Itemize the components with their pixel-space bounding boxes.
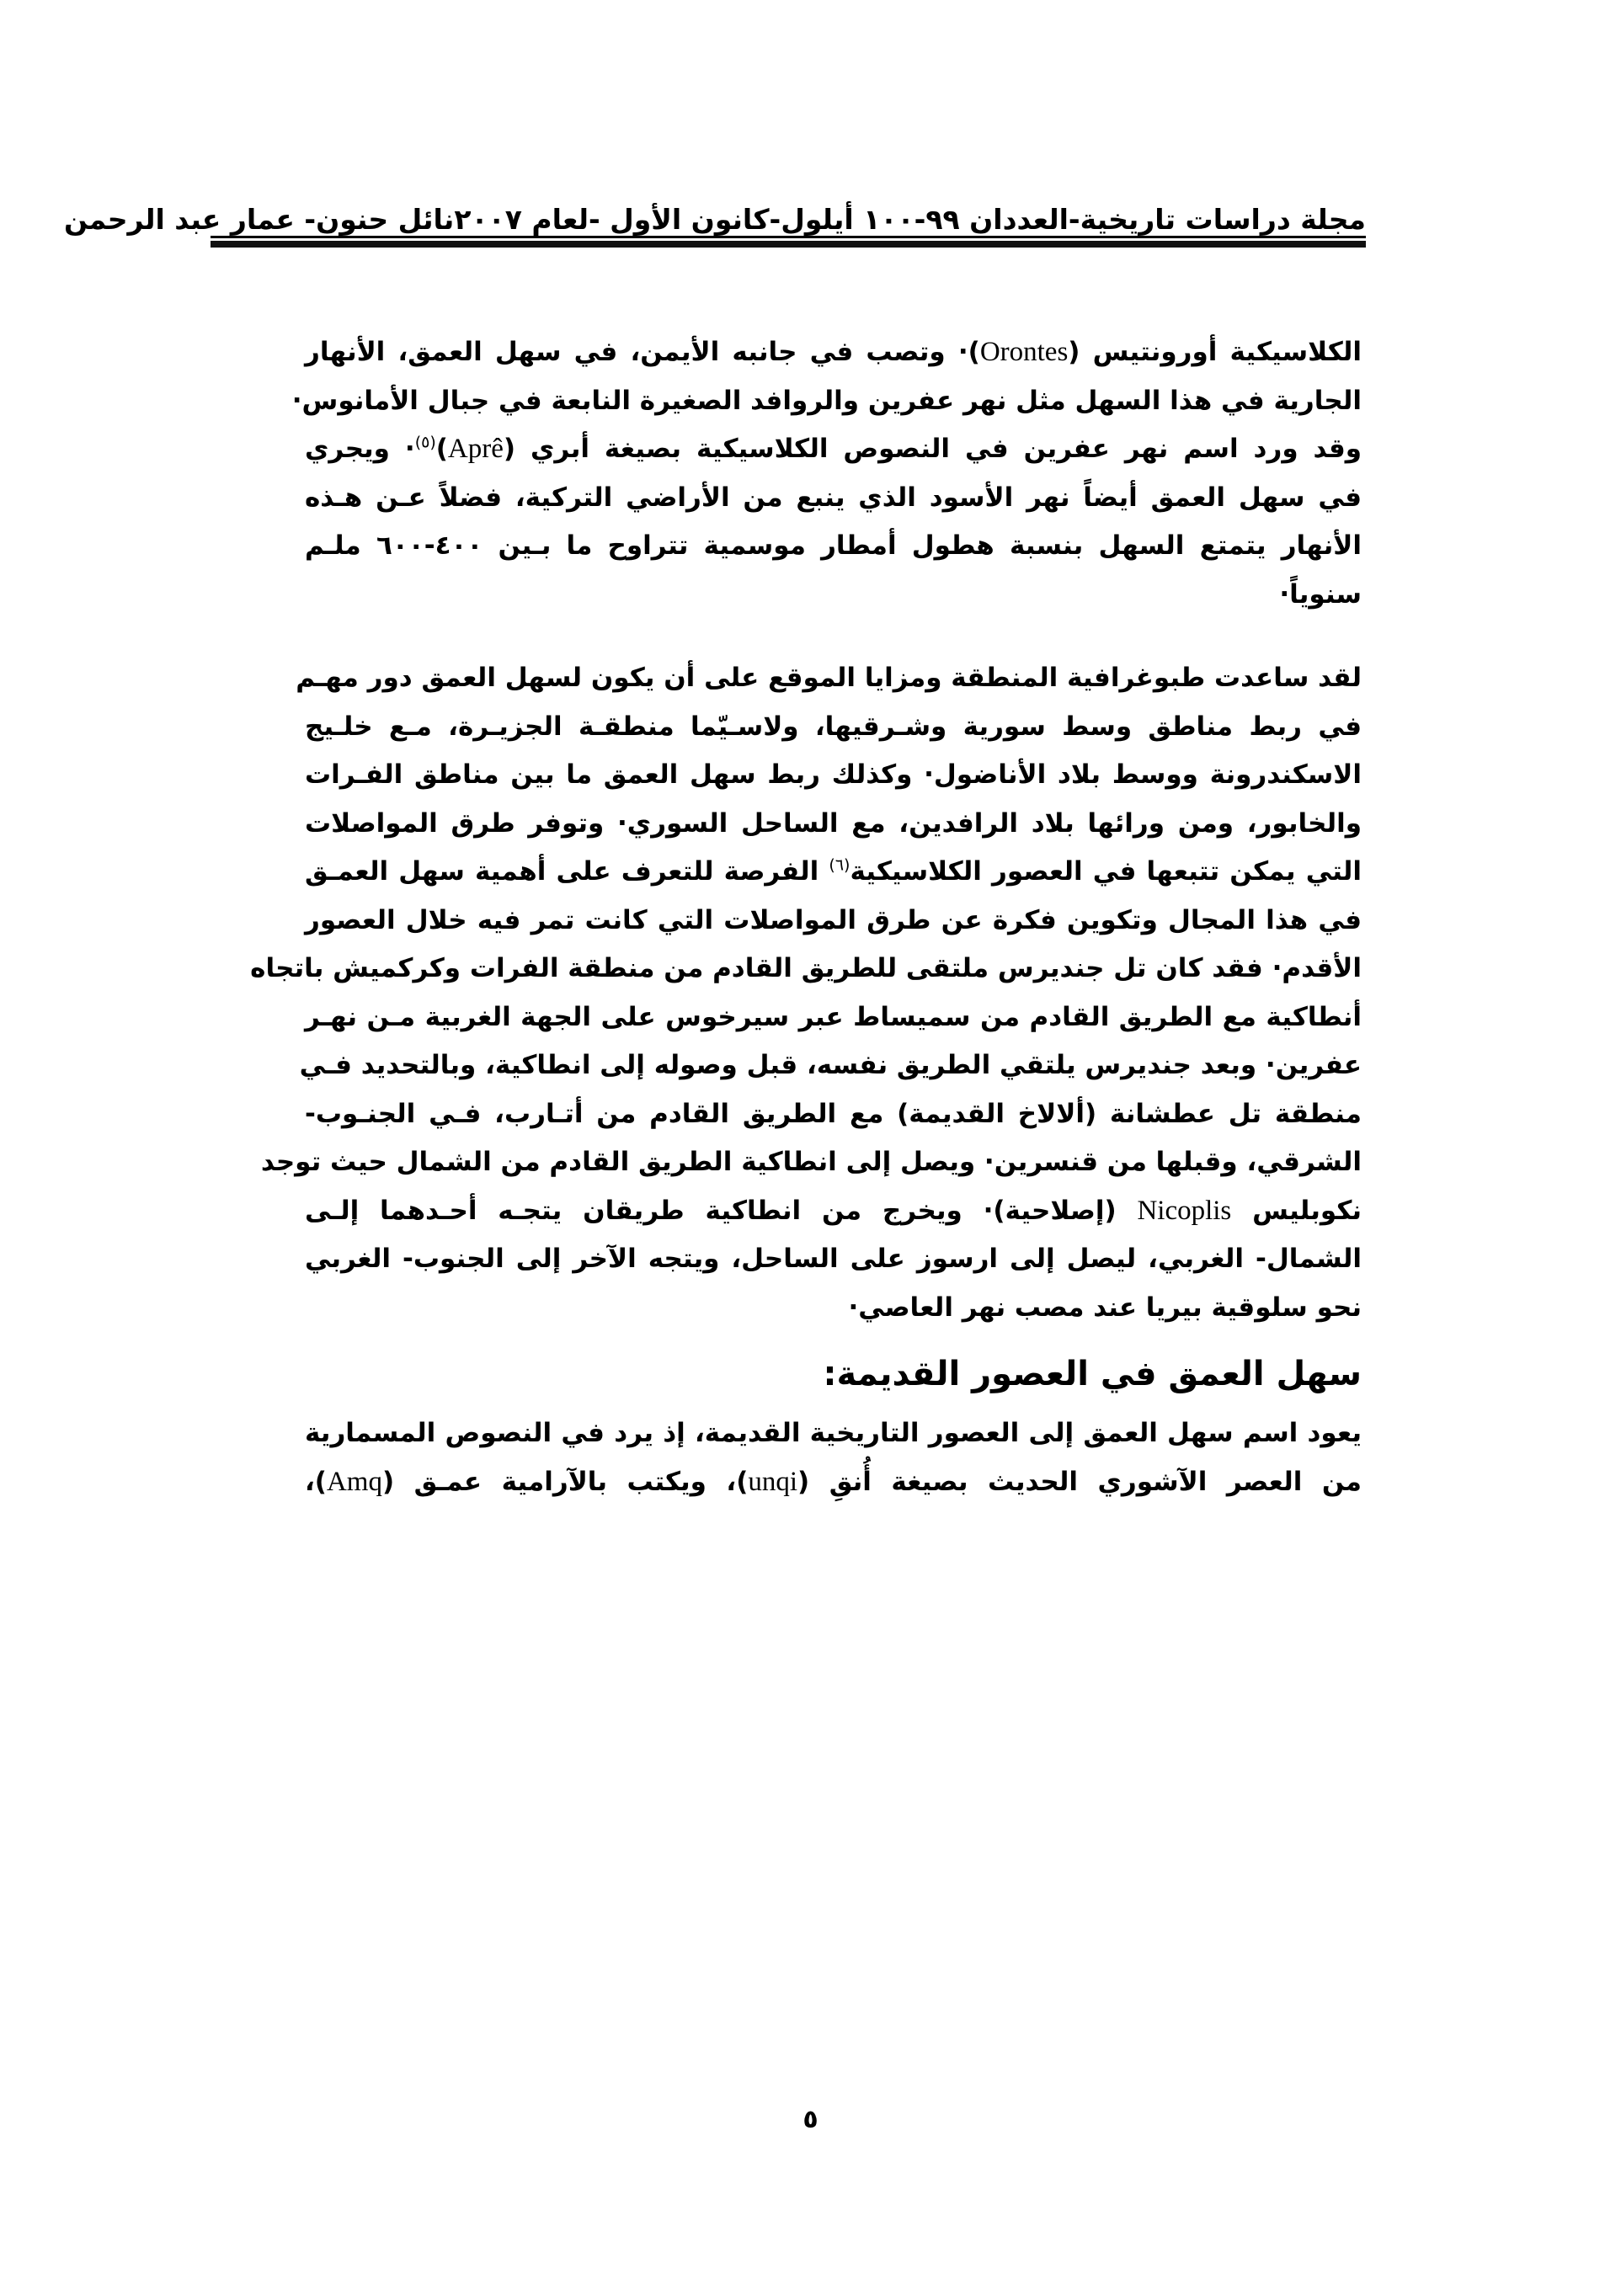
latin-term: unqi	[748, 1466, 798, 1497]
text-line: والخابور، ومن ورائها بلاد الرافدين، مع الساحل السوري· وتوفر طرق المواصلات	[305, 807, 1362, 839]
text-line: الشرقي، وقبلها من قنسرين· ويصل إلى انطاكية الطريق القادم من الشمال حيث توجد	[260, 1147, 1362, 1177]
text-line: لقد ساعدت طبوغرافية المنطقة ومزايا الموقع على أن يكون لسهل العمق دور مهـم	[296, 663, 1362, 693]
text-line: في ربط مناطق وسط سورية وشـرقيها، ولاسـيّما منطقـة الجزيـرة، مـع خلـيج	[305, 711, 1362, 742]
text-line: الاسكندرونة ووسط بلاد الأناضول· وكذلك ربط سهل العمق ما بين مناطق الفـرات	[305, 759, 1362, 790]
text-line: الأنهار يتمتع السهل بنسبة هطول أمطار موسمية تتراوح ما بـين ٤٠٠-٦٠٠ ملـم	[305, 530, 1362, 561]
text-line: وقد ورد اسم نهر عفرين في النصوص الكلاسيكية بصيغة أبري (Aprê)$^{(٥)}$· ويجري	[305, 433, 1362, 464]
section-heading: سهل العمق في العصور القديمة:	[823, 1355, 1362, 1393]
article-authors: نائل حنون- عمار عبد الرحمن	[63, 203, 455, 236]
text-line: في هذا المجال وتكوين فكرة عن طرق المواصلات التي كانت تمر فيه خلال العصور	[305, 904, 1362, 935]
body-text	[250, 328, 1362, 1506]
text-line: سنوياً·	[1279, 578, 1362, 610]
text-line: الشمال- الغربي، ليصل إلى ارسوز على الساحل، ويتجه الآخر إلى الجنوب- الغربي	[305, 1244, 1362, 1274]
paragraph-1	[291, 328, 1362, 619]
latin-term: Aprê	[447, 434, 504, 464]
text-line: نكوبليس Nicoplis (إصلاحية)· ويخرج من انطاكية طريقان يتجـه أحـدهما إلـى	[305, 1195, 1362, 1226]
latin-term: Amq	[326, 1466, 382, 1497]
text-line: الجارية في هذا السهل مثل نهر عفرين والروافد الصغيرة النابعة في جبال الأمانوس·	[291, 385, 1362, 416]
text-line: نحو سلوقية بيريا عند مصب نهر العاصي·	[848, 1292, 1362, 1323]
paragraph-2	[250, 654, 1362, 1332]
text-line: عفرين· وبعد جنديرس يلتقي الطريق نفسه، قبل وصوله إلى انطاكية، وبالتحديد فـي	[299, 1050, 1362, 1080]
journal-title: مجلة دراسات تاريخية-العددان ٩٩-١٠٠ أيلول-كانون الأول -لعام ٢٠٠٧	[454, 203, 1366, 236]
text-line: في سهل العمق أيضاً نهر الأسود الذي ينبع من الأراضي التركية، فضلاً عـن هـذه	[305, 482, 1362, 513]
running-header	[63, 187, 1366, 236]
text-line: التي يمكن تتبعها في العصور الكلاسيكية$^{(٦)}$ الفرصة للتعرف على أهمية سهل العمـق	[305, 855, 1362, 887]
text-line: من العصر الآشوري الحديث بصيغة أُنقِ (unqi)، ويكتب بالآرامية عمـق (Amq)،	[305, 1466, 1362, 1497]
text-line: الكلاسيكية أورونتيس (Orontes)· وتصب في جانبه الأيمن، في سهل العمق، الأنهار	[305, 337, 1362, 367]
page-number: ٥	[803, 2105, 818, 2134]
latin-term: Nicoplis	[1137, 1195, 1232, 1226]
text-line: أنطاكية مع الطريق القادم من سميساط عبر سيرخوس على الجهة الغربية مـن نهـر	[305, 1001, 1362, 1032]
header-rule-thick	[211, 241, 1366, 248]
text-line: منطقة تل عطشانة (ألالاخ القديمة) مع الطريق القادم من أتـارب، فـي الجنـوب-	[305, 1098, 1362, 1129]
footnote-ref[interactable]: (٥)	[414, 433, 436, 452]
text-line: يعود اسم سهل العمق إلى العصور التاريخية القديمة، إذ يرد في النصوص المسمارية	[305, 1418, 1362, 1448]
header-rule-thin	[211, 236, 1366, 238]
latin-term: Orontes	[979, 337, 1069, 367]
footnote-ref[interactable]: (٦)	[829, 855, 850, 875]
paragraph-3	[305, 1409, 1362, 1506]
paragraph-gap	[305, 619, 1362, 654]
text-line: الأقدم· فقد كان تل جنديرس ملتقى للطريق القادم من منطقة الفرات وكركميش باتجاه	[250, 953, 1362, 983]
